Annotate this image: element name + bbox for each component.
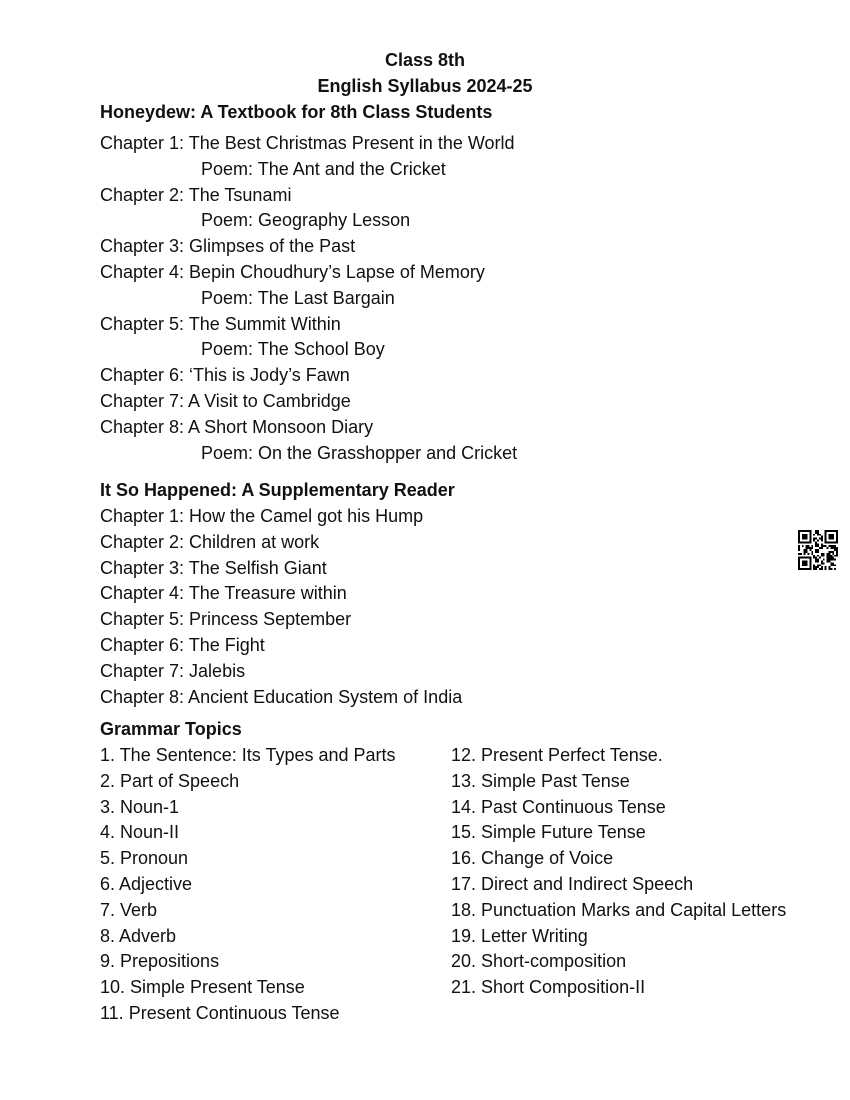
chapter-line: Chapter 3: Glimpses of the Past: [100, 236, 356, 257]
chapter-line: Chapter 1: How the Camel got his Hump: [100, 506, 424, 526]
chapter-line: Chapter 6: The Fight: [100, 635, 265, 655]
grammar-topic-item: 16. Change of Voice: [451, 848, 614, 869]
grammar-topic-item: 18. Punctuation Marks and Capital Letters: [451, 899, 787, 920]
grammar-topic-item: 14. Past Continuous Tense: [451, 796, 666, 817]
grammar-heading: Grammar Topics: [100, 719, 242, 739]
grammar-topic-item: 8. Adverb: [100, 925, 177, 946]
syllabus-title: English Syllabus 2024-25: [317, 76, 533, 96]
grammar-topic-item: 10. Simple Present Tense: [100, 977, 305, 998]
grammar-topic-item: 5. Pronoun: [100, 848, 189, 869]
grammar-topic-item: 19. Letter Writing: [451, 925, 588, 946]
poem-line: Poem: On the Grasshopper and Cricket: [201, 442, 518, 463]
grammar-topic-item: 1. The Sentence: Its Types and Parts: [100, 745, 396, 765]
chapter-line: Chapter 8: A Short Monsoon Diary: [100, 416, 374, 437]
supplementary-heading: It So Happened: A Supplementary Reader: [100, 480, 455, 500]
chapter-line: Chapter 7: Jalebis: [100, 660, 246, 681]
chapter-line: Chapter 6: ‘This is Jody’s Fawn: [100, 365, 350, 386]
grammar-topic-item: 21. Short Composition-II: [451, 977, 646, 998]
grammar-topic-item: 6. Adjective: [100, 874, 193, 894]
chapter-line: Chapter 4: Bepin Choudhury’s Lapse of Memory: [100, 262, 485, 282]
grammar-topic-item: 2. Part of Speech: [100, 770, 240, 791]
qr-code-icon: [798, 530, 838, 570]
class-title: Class 8th: [384, 50, 466, 70]
chapter-line: Chapter 1: The Best Christmas Present in the World: [100, 133, 515, 153]
grammar-topic-item: 17. Direct and Indirect Speech: [451, 874, 694, 894]
grammar-topic-item: 7. Verb: [100, 899, 158, 920]
grammar-topic-item: 13. Simple Past Tense: [451, 770, 630, 791]
grammar-topic-item: 12. Present Perfect Tense.: [451, 745, 663, 765]
poem-line: Poem: The Last Bargain: [201, 287, 395, 308]
chapter-line: Chapter 3: The Selfish Giant: [100, 557, 327, 578]
grammar-topic-item: 20. Short-composition: [451, 951, 627, 972]
grammar-topic-item: 15. Simple Future Tense: [451, 822, 646, 843]
poem-line: Poem: The School Boy: [201, 339, 385, 360]
grammar-topic-item: 4. Noun-II: [100, 822, 180, 843]
chapter-line: Chapter 4: The Treasure within: [100, 583, 347, 604]
grammar-topic-item: 9. Prepositions: [100, 951, 220, 972]
grammar-topic-item: 11. Present Continuous Tense: [100, 1003, 340, 1023]
grammar-topic-item: 3. Noun-1: [100, 796, 180, 817]
chapter-line: Chapter 8: Ancient Education System of India: [100, 686, 463, 707]
poem-line: Poem: Geography Lesson: [201, 210, 411, 231]
chapter-line: Chapter 7: A Visit to Cambridge: [100, 391, 351, 411]
honeydew-heading: Honeydew: A Textbook for 8th Class Students: [100, 102, 493, 122]
chapter-line: Chapter 2: Children at work: [100, 531, 320, 552]
chapter-line: Chapter 5: The Summit Within: [100, 313, 341, 334]
chapter-line: Chapter 5: Princess September: [100, 609, 352, 630]
poem-line: Poem: The Ant and the Cricket: [201, 158, 446, 179]
chapter-line: Chapter 2: The Tsunami: [100, 184, 292, 205]
